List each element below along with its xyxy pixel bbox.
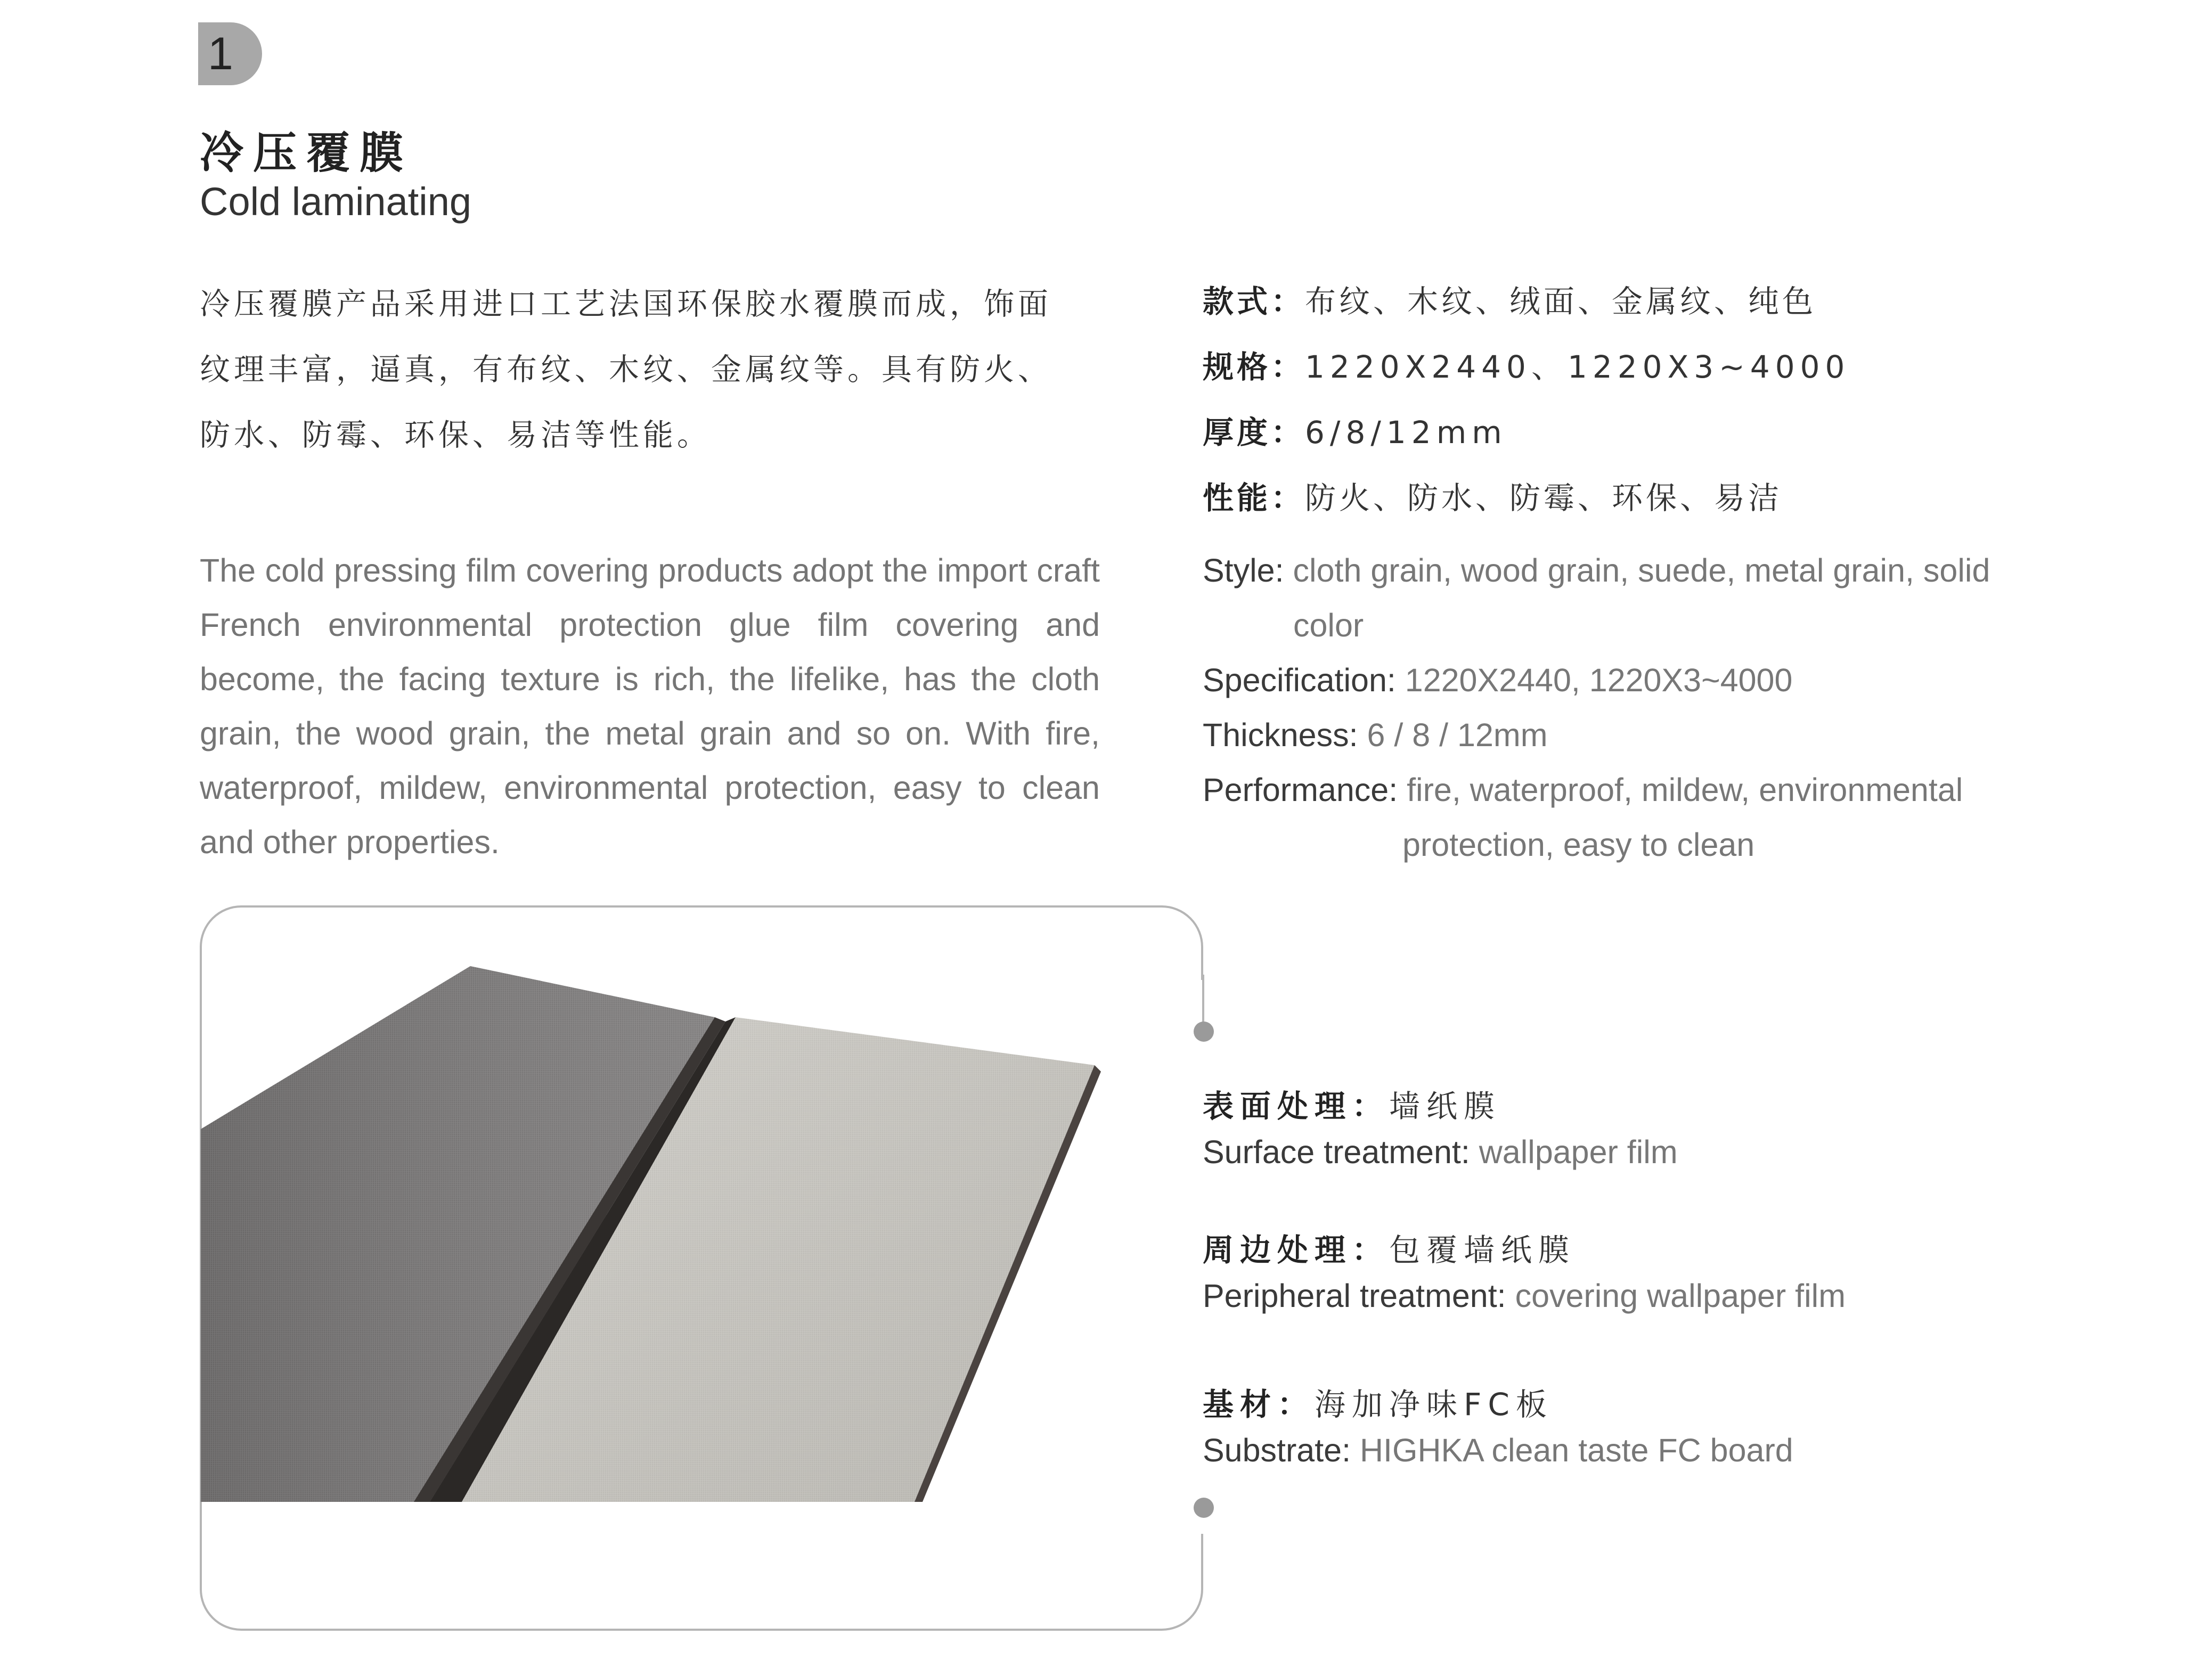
treatment-label: Substrate: <box>1203 1432 1351 1468</box>
spec-label: Style: <box>1203 552 1284 589</box>
spec-value: 布纹、木纹、绒面、金属纹、纯色 <box>1305 283 1817 320</box>
spec-label: Thickness: <box>1203 717 1358 753</box>
description-en: The cold pressing film covering products adopt the import craft French environmental protection glue film covering and become, the facing texture is rich, the lifelike, has the cloth grain, the wood grain, the metal grain and so on. With fire, waterproof, mildew, environmental protection, easy to clean and other properties. <box>200 552 1100 860</box>
spec-performance-en <box>1203 763 2044 872</box>
spec-value: 6 / 8 / 12mm <box>1367 717 1548 753</box>
spec-label: 性能： <box>1203 480 1305 516</box>
spec-value: 1220X2440, 1220X3~4000 <box>1405 662 1793 698</box>
spec-value: 1220X2440、1220X3~4000 <box>1305 349 1850 385</box>
spec-value: cloth grain, wood grain, suede, metal grain, solid <box>1293 552 1990 589</box>
description-cn-line: 纹理丰富，逼真，有布纹、木纹、金属纹等。具有防火、 <box>200 352 1052 387</box>
treatment-value: covering wallpaper film <box>1515 1278 1846 1314</box>
treatment-value: 包覆墙纸膜 <box>1389 1232 1576 1268</box>
treatment-value: 墙纸膜 <box>1389 1088 1501 1124</box>
treatment-label: Surface treatment: <box>1203 1134 1470 1170</box>
spec-performance-cn <box>1203 465 1850 531</box>
treatment-label: Peripheral treatment: <box>1203 1278 1506 1314</box>
spec-value: fire, waterproof, mildew, environmental <box>1407 772 1963 808</box>
treatment-label: 基材： <box>1203 1386 1315 1423</box>
surface-treatment-cn <box>1203 1081 1678 1126</box>
specs-cn <box>1203 269 1850 531</box>
laminated-panel-photo <box>201 959 1106 1502</box>
spec-style-cn <box>1203 269 1850 334</box>
spec-label: Performance: <box>1203 772 1398 808</box>
peripheral-treatment-cn <box>1203 1225 1846 1270</box>
treatment-label: 周边处理： <box>1203 1232 1390 1268</box>
connector-dot-top <box>1194 1021 1214 1042</box>
spec-value: 防火、防水、防霉、环保、易洁 <box>1305 480 1783 516</box>
spec-label: 款式： <box>1203 283 1305 320</box>
peripheral-treatment <box>1203 1225 1846 1314</box>
spec-size-en <box>1203 653 2044 708</box>
treatment-value: HIGHKA clean taste FC board <box>1360 1432 1793 1468</box>
substrate-cn <box>1203 1379 1793 1424</box>
spec-style-en <box>1203 543 2044 653</box>
spec-size-cn <box>1203 334 1850 400</box>
spec-label: 厚度： <box>1203 414 1305 451</box>
surface-treatment-en <box>1203 1133 1678 1171</box>
substrate-en <box>1203 1432 1793 1469</box>
connector-dot-bottom <box>1194 1498 1214 1518</box>
description-cn <box>200 272 1116 468</box>
treatment-value: wallpaper film <box>1479 1134 1678 1170</box>
spec-value: 6/8/12mm <box>1305 414 1507 451</box>
description-cn-line: 防水、防霉、环保、易洁等性能。 <box>200 418 711 453</box>
spec-label: Specification: <box>1203 662 1396 698</box>
substrate <box>1203 1379 1793 1469</box>
spec-value-continued: protection, easy to clean <box>1402 827 1755 863</box>
treatment-label: 表面处理： <box>1203 1088 1390 1124</box>
surface-treatment <box>1203 1081 1678 1171</box>
peripheral-treatment-en <box>1203 1277 1846 1314</box>
spec-value-continued: color <box>1293 607 1364 643</box>
description-cn-line: 冷压覆膜产品采用进口工艺法国环保胶水覆膜而成，饰面 <box>200 287 1052 322</box>
spec-label: 规格： <box>1203 349 1305 385</box>
page-title-en: Cold laminating <box>200 179 472 224</box>
spec-thickness-cn <box>1203 400 1850 465</box>
treatment-value: 海加净味FC板 <box>1315 1386 1553 1423</box>
section-number-badge: 1 <box>198 22 262 85</box>
spec-thickness-en <box>1203 708 2044 763</box>
specs-en <box>1203 543 2044 872</box>
page-title-cn: 冷压覆膜 <box>200 128 413 178</box>
